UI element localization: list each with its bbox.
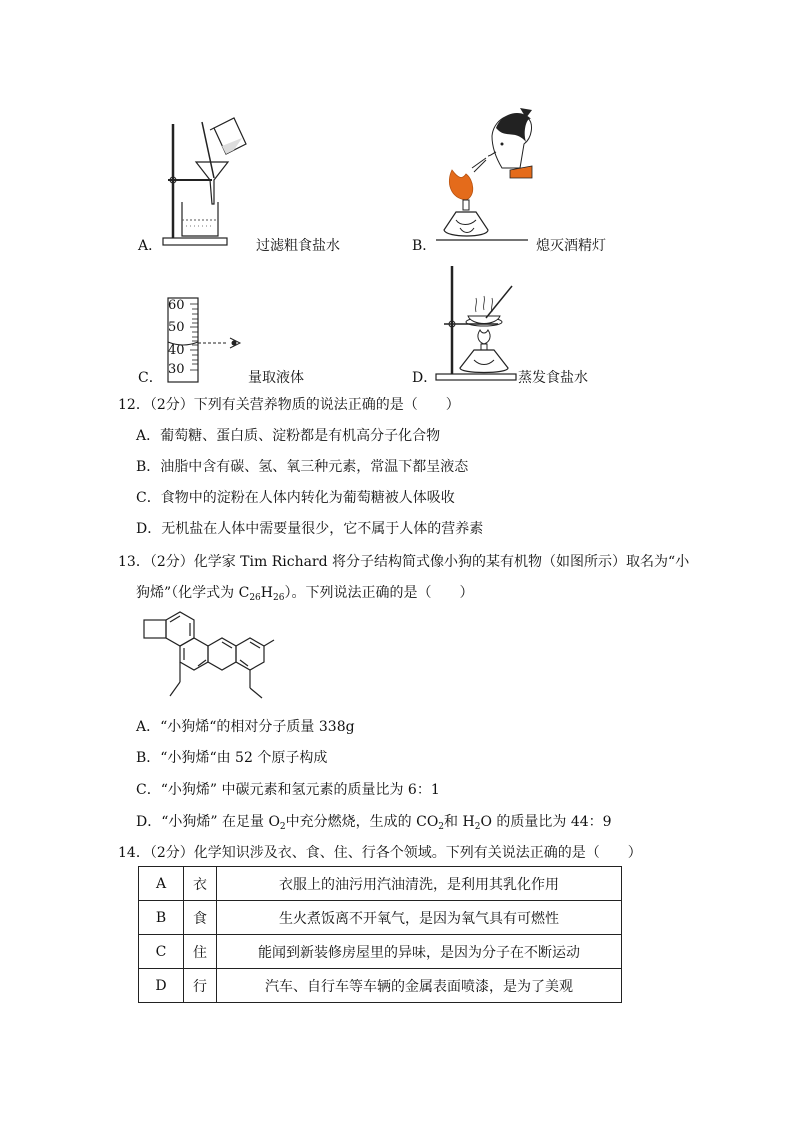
row-area: 住 — [184, 935, 217, 969]
row-option-letter: A — [139, 867, 184, 901]
row-statement: 能闻到新装修房屋里的异味，是因为分子在不断运动 — [217, 935, 622, 969]
row-option-letter: C — [139, 935, 184, 969]
tick-label-30: 30 — [168, 362, 185, 377]
option-b-letter: B． — [412, 238, 437, 254]
option-a-caption: 过滤粗食盐水 — [256, 238, 340, 254]
option-c-letter: C． — [138, 370, 163, 386]
puppy-molecule-structure — [140, 610, 280, 706]
q13-subscript-hydrogen: 26 — [273, 593, 285, 603]
row-statement: 生火煮饭离不开氧气，是因为氧气具有可燃性 — [217, 901, 622, 935]
filtration-figure — [160, 112, 260, 247]
q13-option-d-sub2: 2 — [438, 822, 445, 832]
option-d-letter: D． — [412, 370, 438, 386]
table-row — [139, 969, 622, 1003]
option-b-caption: 熄灭酒精灯 — [536, 238, 606, 254]
q13-stem-line1: 13．（2分）化学家 Tim Richard 将分子结构简式像小狗的某有机物（如图所示）取名为“小 — [118, 554, 690, 570]
q13-stem-line2-pre: 狗烯”（化学式为 C — [136, 585, 250, 601]
tick-label-50: 50 — [168, 320, 185, 335]
q13-option-a: A．“小狗烯“的相对分子质量 338g — [136, 719, 355, 735]
q13-option-d — [136, 814, 612, 835]
q12-option-b: B．油脂中含有碳、氢、氧三种元素，常温下都呈液态 — [136, 459, 469, 475]
tick-label-60: 60 — [168, 298, 185, 313]
q13-option-d-part3: 和 H — [444, 814, 475, 830]
row-option-letter: B — [139, 901, 184, 935]
row-statement: 衣服上的油污用汽油清洗，是利用其乳化作用 — [217, 867, 622, 901]
q13-option-d-part2: 中充分燃烧，生成的 CO — [285, 814, 439, 830]
table-row — [139, 935, 622, 969]
q13-option-d-sub3: 2 — [474, 822, 481, 832]
row-option-letter: D — [139, 969, 184, 1003]
evaporation-figure — [434, 264, 520, 382]
row-area: 食 — [184, 901, 217, 935]
q13-hydrogen-symbol: H — [260, 585, 273, 601]
q14-stem: 14．（2分）化学知识涉及衣、食、住、行各个领域。下列有关说法正确的是（ ） — [118, 845, 642, 861]
q13-option-d-part1: D．“小狗烯” 在足量 O — [136, 814, 280, 830]
q13-option-d-part4: O 的质量比为 44：9 — [480, 814, 612, 830]
q12-option-c: C．食物中的淀粉在人体内转化为葡萄糖被人体吸收 — [136, 490, 455, 506]
q13-option-c: C．“小狗烯” 中碳元素和氢元素的质量比为 6：1 — [136, 782, 440, 798]
row-area: 行 — [184, 969, 217, 1003]
q13-subscript-carbon: 26 — [249, 593, 261, 603]
q13-stem-line2-post: ）。下列说法正确的是（ ） — [284, 585, 474, 601]
q12-option-a: A．葡萄糖、蛋白质、淀粉都是有机高分子化合物 — [136, 428, 441, 444]
table-row — [139, 867, 622, 901]
option-c-caption: 量取液体 — [248, 370, 304, 386]
q12-option-d: D．无机盐在人体中需要量很少，它不属于人体的营养素 — [136, 521, 484, 537]
q13-option-b: B．“小狗烯“由 52 个原子构成 — [136, 750, 328, 766]
row-area: 衣 — [184, 867, 217, 901]
table-row — [139, 901, 622, 935]
tick-label-40: 40 — [168, 343, 185, 358]
q12-stem: 12．（2分）下列有关营养物质的说法正确的是（ ） — [118, 397, 460, 413]
option-d-caption: 蒸发食盐水 — [518, 370, 588, 386]
q13-option-d-sub1: 2 — [279, 822, 286, 832]
q13-stem-line2 — [136, 585, 473, 606]
row-statement: 汽车、自行车等车辆的金属表面喷漆，是为了美观 — [217, 969, 622, 1003]
option-a-letter: A． — [138, 238, 163, 254]
q14-options-table — [138, 866, 622, 1003]
blowing-lamp-figure — [436, 108, 536, 248]
